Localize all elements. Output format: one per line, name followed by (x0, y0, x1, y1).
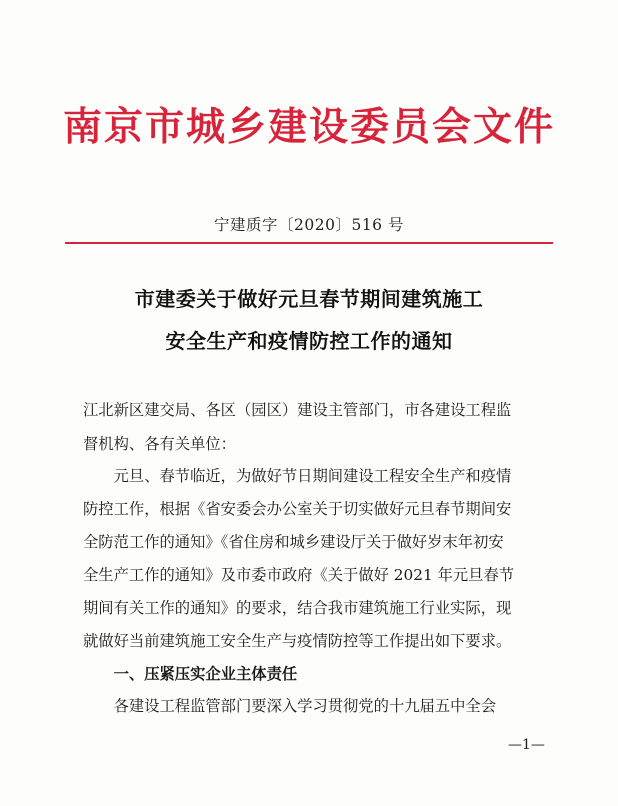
body-line: 全防范工作的通知》《省住房和城乡建设厅关于做好岁末年初安 (83, 533, 504, 551)
notice-title-line-1: 市建委关于做好元旦春节期间建筑施工 (134, 287, 484, 311)
section-heading: 一、压紧压实企业主体责任 (83, 665, 298, 683)
body-line: 各建设工程监管部门要深入学习贯彻党的十九届五中全会 (83, 697, 497, 715)
page-number: —1— (508, 737, 545, 753)
body-line: 督机构、各有关单位： (83, 435, 236, 453)
document-number: 宁建质字〔2020〕516 号 (214, 216, 404, 234)
body-line: 江北新区建交局、各区（园区）建设主管部门，市各建设工程监 (83, 401, 512, 419)
body-line: 防控工作，根据《省安委会办公室关于切实做好元旦春节期间安 (83, 500, 512, 518)
issuing-authority-title: 南京市城乡建设委员会文件 (62, 104, 555, 150)
body-line: 期间有关工作的通知》的要求，结合我市建筑施工行业实际，现 (83, 599, 512, 617)
body-line: 就做好当前建筑施工安全生产与疫情防控等工作提出如下要求。 (83, 632, 512, 650)
body-line: 全生产工作的通知》及市委市政府《关于做好 2021 年元旦春节 (83, 566, 515, 584)
body-line: 元旦、春节临近，为做好节日期间建设工程安全生产和疫情 (83, 467, 512, 485)
red-divider-line (65, 242, 553, 244)
notice-title-line-2: 安全生产和疫情防控工作的通知 (165, 329, 453, 353)
